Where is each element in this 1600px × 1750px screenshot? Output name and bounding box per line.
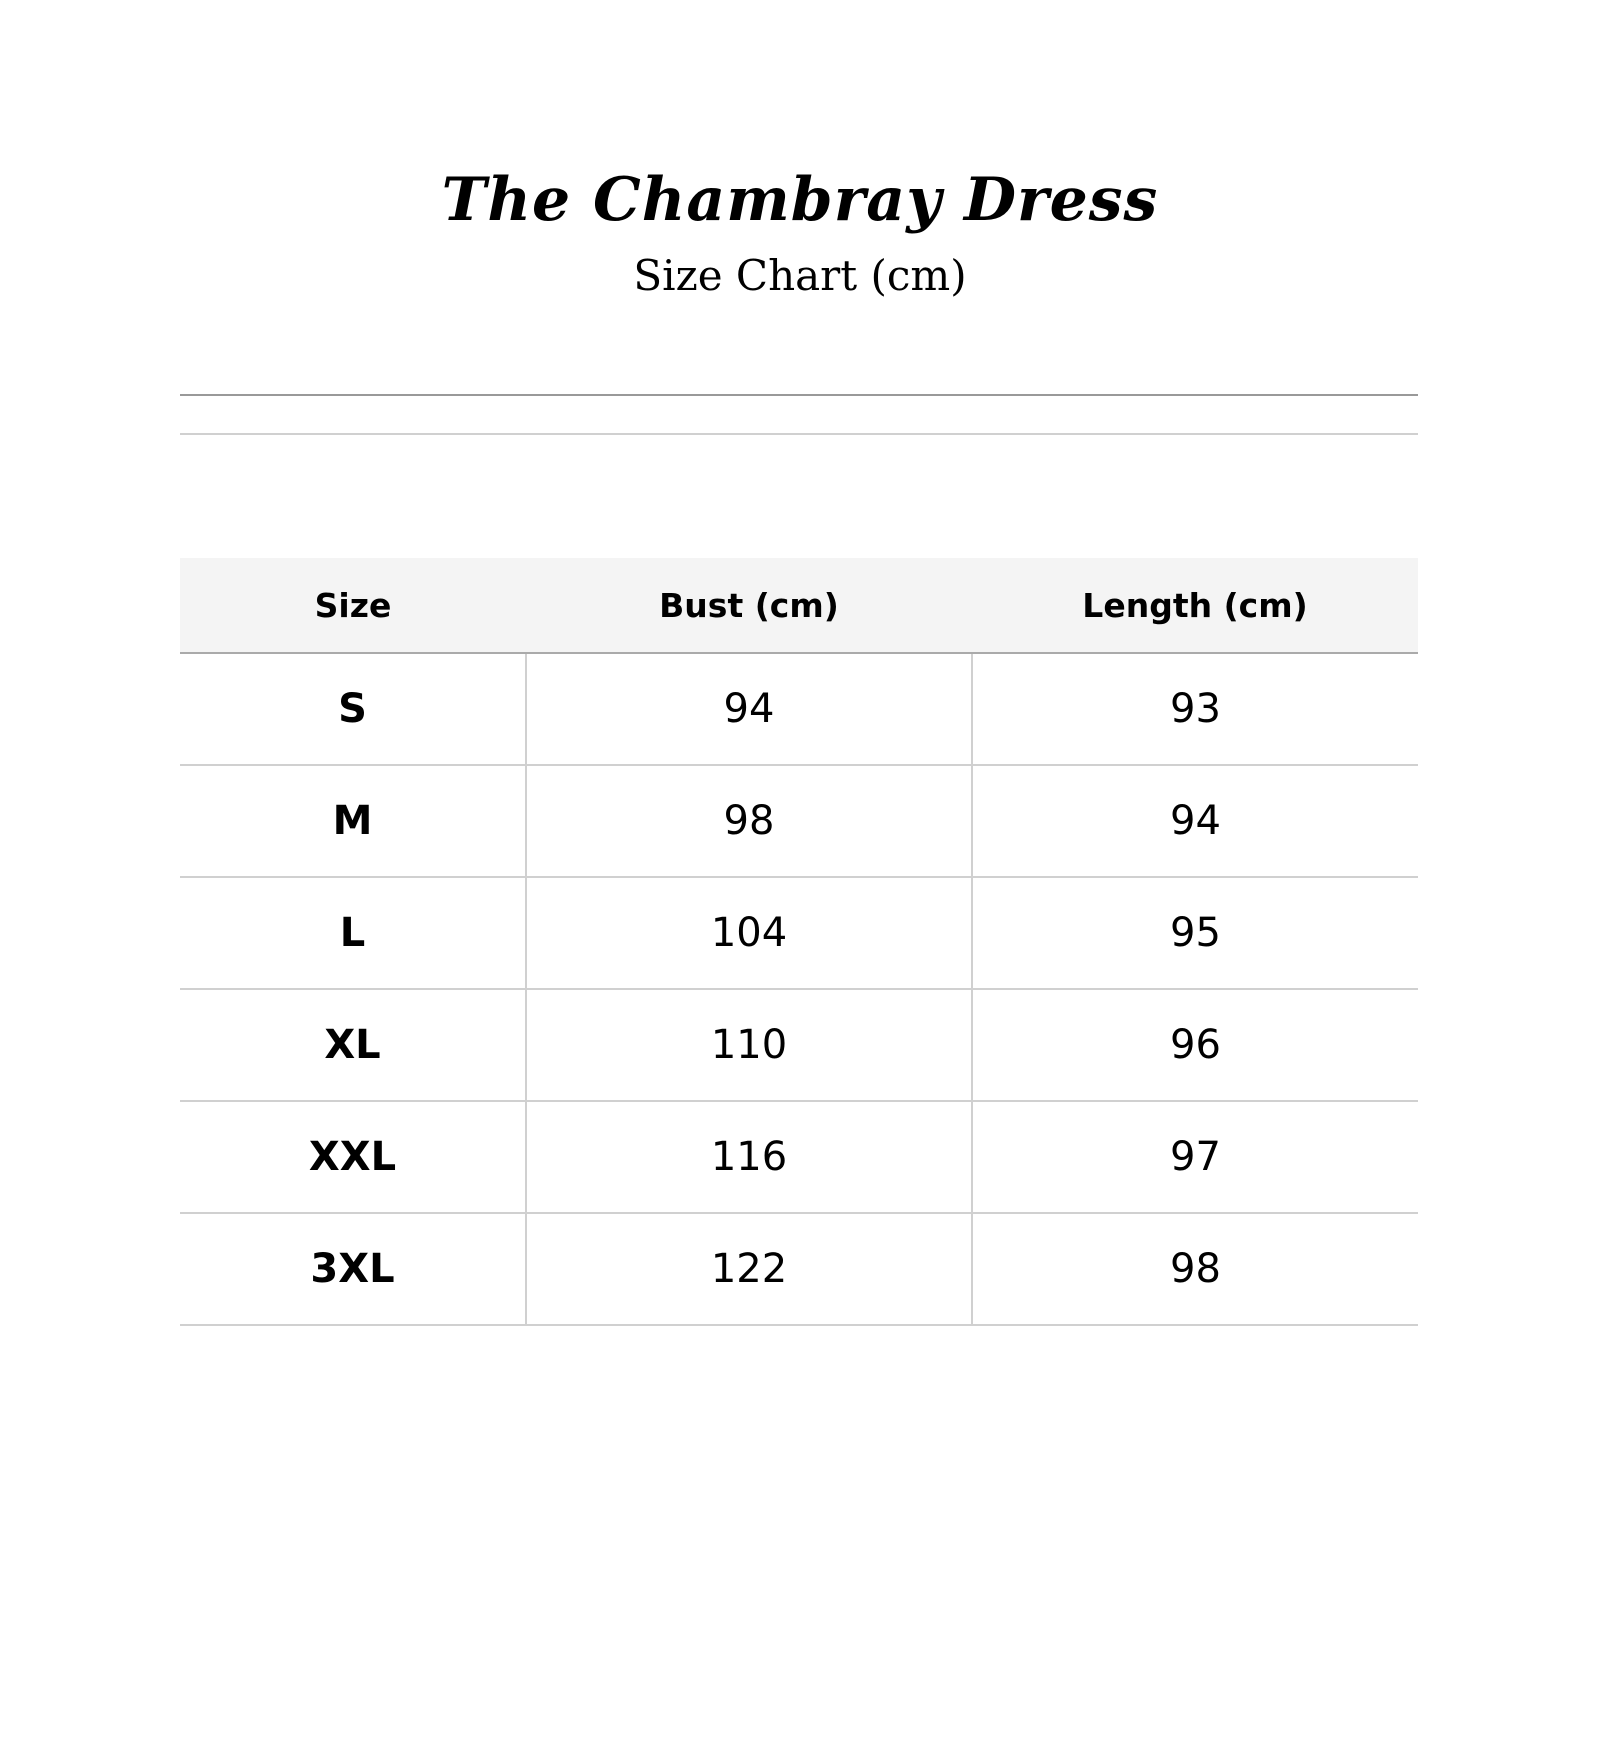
header-row bbox=[180, 558, 1418, 653]
table-row bbox=[180, 765, 1418, 877]
length-cell: 98 bbox=[972, 1213, 1418, 1325]
length-cell: 96 bbox=[972, 989, 1418, 1101]
size-chart-table bbox=[180, 558, 1418, 1326]
secondary-divider bbox=[180, 433, 1418, 435]
length-cell: 94 bbox=[972, 765, 1418, 877]
size-cell: L bbox=[180, 877, 526, 989]
bust-cell: 104 bbox=[526, 877, 972, 989]
length-cell: 95 bbox=[972, 877, 1418, 989]
bust-cell: 98 bbox=[526, 765, 972, 877]
table-body bbox=[180, 653, 1418, 1325]
size-cell: XXL bbox=[180, 1101, 526, 1213]
bust-cell: 122 bbox=[526, 1213, 972, 1325]
column-header-bust: Bust (cm) bbox=[526, 558, 972, 653]
table-row bbox=[180, 989, 1418, 1101]
bust-cell: 94 bbox=[526, 653, 972, 765]
column-header-size: Size bbox=[180, 558, 526, 653]
size-cell: S bbox=[180, 653, 526, 765]
table-row bbox=[180, 653, 1418, 765]
page-subtitle: Size Chart (cm) bbox=[633, 251, 967, 300]
size-cell: M bbox=[180, 765, 526, 877]
size-cell: XL bbox=[180, 989, 526, 1101]
table-row bbox=[180, 877, 1418, 989]
length-cell: 93 bbox=[972, 653, 1418, 765]
length-cell: 97 bbox=[972, 1101, 1418, 1213]
table-row bbox=[180, 1213, 1418, 1325]
bust-cell: 116 bbox=[526, 1101, 972, 1213]
page-title: The Chambray Dress bbox=[441, 165, 1159, 235]
table-row bbox=[180, 1101, 1418, 1213]
size-cell: 3XL bbox=[180, 1213, 526, 1325]
bust-cell: 110 bbox=[526, 989, 972, 1101]
column-header-length: Length (cm) bbox=[972, 558, 1418, 653]
top-divider bbox=[180, 394, 1418, 396]
table-header bbox=[180, 558, 1418, 653]
